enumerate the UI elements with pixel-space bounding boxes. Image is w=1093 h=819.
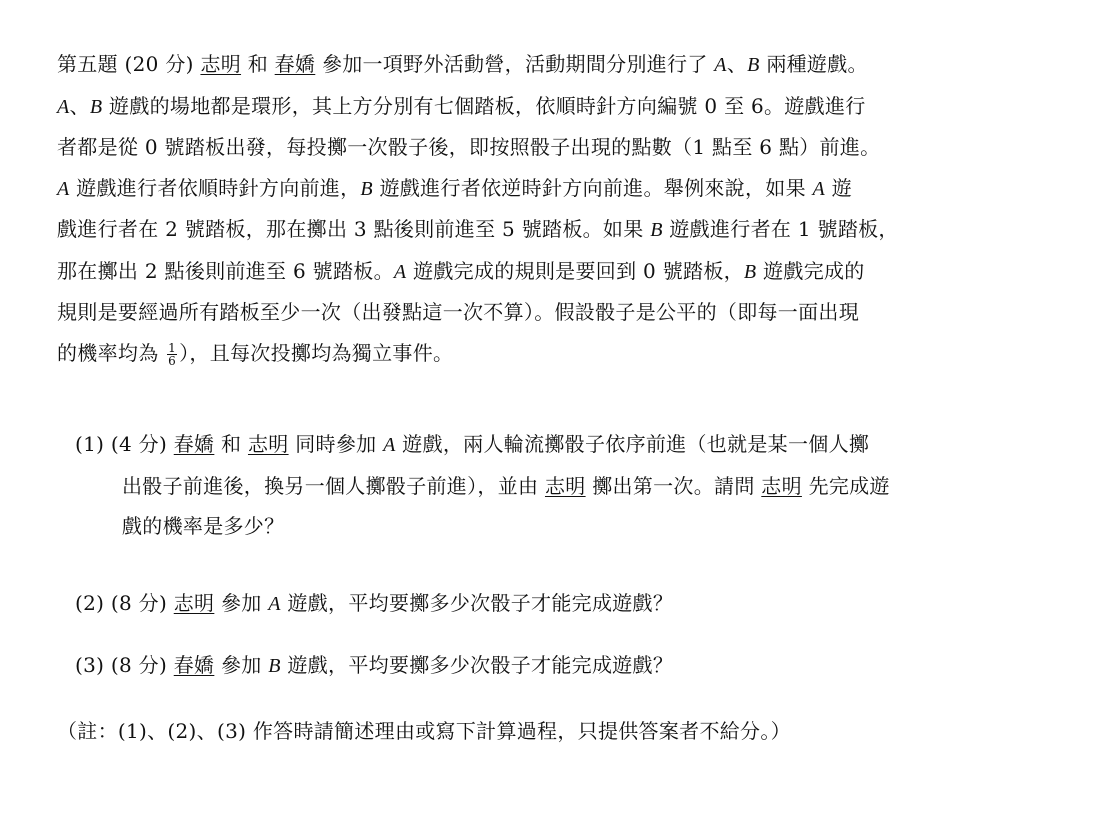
answer-note: （註：(1)、(2)、(3) 作答時請簡述理由或寫下計算過程，只提供答案者不給分。） <box>57 719 791 743</box>
name-zhiming: 志明 <box>200 52 242 76</box>
name-zhiming: 志明 <box>544 473 586 498</box>
name-chunjiao: 春嬌 <box>173 432 215 456</box>
statement-line-2: A、B 遊戲的場地都是環形，其上方分別有七個踏板，依順時針方向編號 0 至 6。遊戲進行 <box>57 93 866 118</box>
name-chunjiao: 春嬌 <box>173 653 215 677</box>
statement-line-6: 那在擲出 2 點後則前進至 6 號踏板。A 遊戲完成的規則是要回到 0 號踏板，B 遊戲完成的 <box>57 258 865 283</box>
name-zhiming: 志明 <box>247 432 289 456</box>
fraction-one-sixth: $\frac{1}{6}$ <box>168 340 177 368</box>
statement-line-7: 規則是要經過所有踏板至少一次（出發點這一次不算）。假設骰子是公平的（即每一面出現 <box>57 300 859 324</box>
statement-line-4: A 遊戲進行者依順時針方向前進，B 遊戲進行者依逆時針方向前進。舉例來說，如果 A 遊 <box>57 175 853 200</box>
statement-line-1: 第五題 (20 分) 志明 和 春嬌 參加一項野外活動營，活動期間分別進行了 A、B 兩種遊戲。 <box>57 52 868 76</box>
name-chunjiao: 春嬌 <box>274 52 316 76</box>
question-1-line-2: 出骰子前進後，換另一個人擲骰子前進），並由 志明 擲出第一次。請問 志明 先完成遊 <box>122 473 890 498</box>
question-2 <box>75 583 1065 625</box>
name-zhiming: 志明 <box>761 473 802 498</box>
question-1-line-1: (1) (4 分) 春嬌 和 志明 同時參加 A 遊戲，兩人輪流擲骰子依序前進（也就是某一個人擲 <box>75 432 870 456</box>
statement-line-5: 戲進行者在 2 號踏板，那在擲出 3 點後則前進至 5 號踏板。如果 B 遊戲進行者在 1 號踏板， <box>57 217 899 241</box>
statement-line-8: 的機率均為 $\frac{1}{6}$ ），且每次投擲均為獨立事件。 <box>57 340 454 368</box>
question-3-line: (3) (8 分) 春嬌 參加 B 遊戲，平均要擲多少次骰子才能完成遊戲？ <box>75 653 674 677</box>
question-2-line: (2) (8 分) 志明 參加 A 遊戲，平均要擲多少次骰子才能完成遊戲？ <box>75 591 674 615</box>
question-1-line-3: 戲的機率是多少？ <box>122 514 285 538</box>
question-3 <box>75 645 1065 687</box>
statement-line-3: 者都是從 0 號踏板出發，每投擲一次骰子後，即按照骰子出現的點數（1 點至 6 點）前進。 <box>57 135 881 159</box>
question-1 <box>75 424 1065 547</box>
problem-statement <box>57 44 1057 373</box>
name-zhiming: 志明 <box>173 591 215 615</box>
